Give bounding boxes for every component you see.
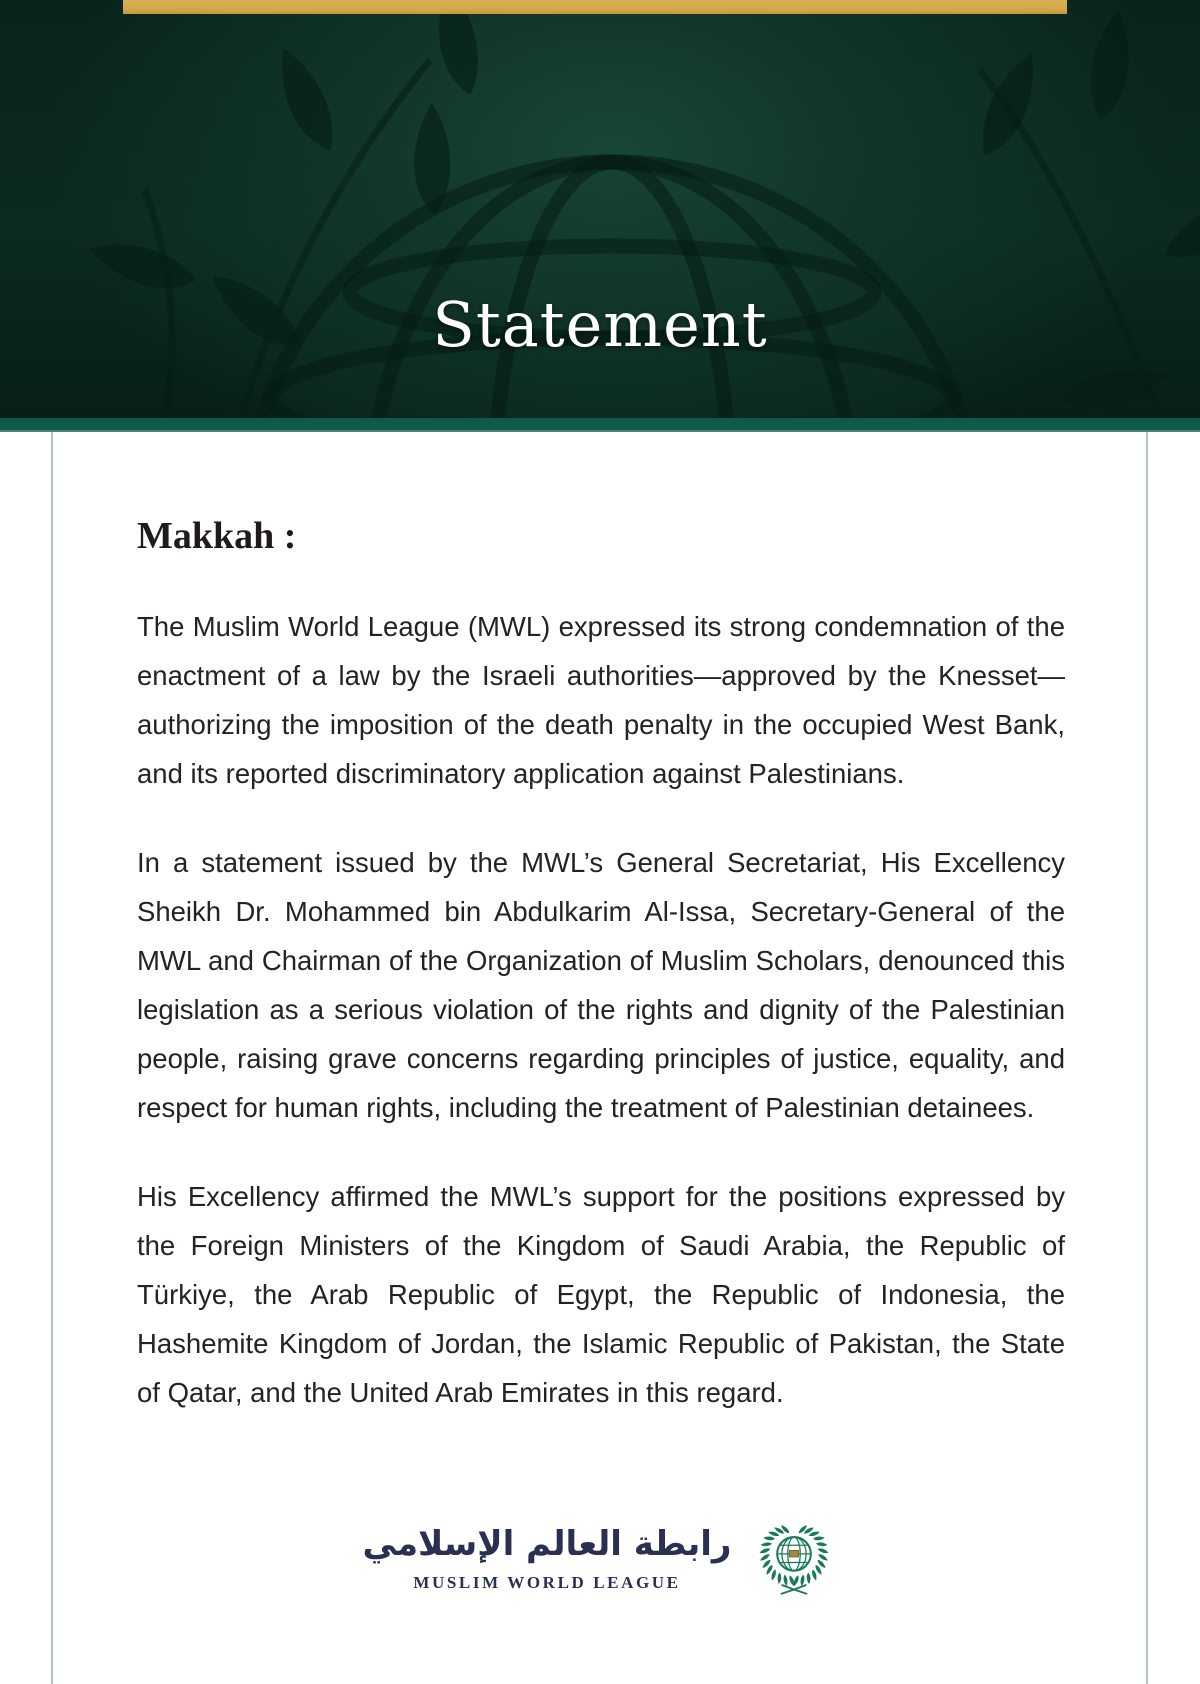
arabic-wordmark: رابطة العالم الإسلامي [362, 1524, 732, 1565]
statement-title: Statement [432, 288, 768, 361]
org-wordmark: MUSLIM WORLD LEAGUE [413, 1572, 681, 1592]
paragraph-1: The Muslim World League (MWL) expressed its strong condemnation of the enactment of a law by the Israeli authorities—approved by the Knesset—authorizing the imposition of the death penalty in the occupied West Bank, and its reported discriminatory application against Palestinians. [137, 610, 1065, 789]
paragraph-2: In a statement issued by the MWL’s General Secretariat, His Excellency Sheikh Dr. Mohammed bin Abdulkarim Al-Issa, Secretary-General of the MWL and Chairman of the Organization of Muslim Scholars, denounced this legislation as a serious violation of the rights and dignity of the Palestinian people, raising grave concerns regarding principles of justice, equality, and respect for human rights, including the treatment of Palestinian detainees. [137, 846, 1065, 1123]
location-heading: Makkah : [137, 515, 297, 557]
gold-accent-bar [123, 0, 1067, 14]
header-banner [0, 0, 1200, 418]
divider-band [0, 418, 1200, 432]
statement-body [137, 516, 1065, 1457]
left-frame-line [51, 432, 53, 1684]
right-frame-line [1146, 432, 1148, 1684]
globe-wreath-emblem-icon [751, 1512, 837, 1602]
mwl-logo [0, 1512, 1200, 1602]
paragraph-3: His Excellency affirmed the MWL’s support for the positions expressed by the Foreign Ministers of the Kingdom of Saudi Arabia, the Republic of Türkiye, the Arab Republic of Egypt, the Republic of Indonesia, the Hashemite Kingdom of Jordan, the Islamic Republic of Pakistan, the State of Qatar, and the United Arab Emirates in this regard. [137, 1180, 1065, 1408]
